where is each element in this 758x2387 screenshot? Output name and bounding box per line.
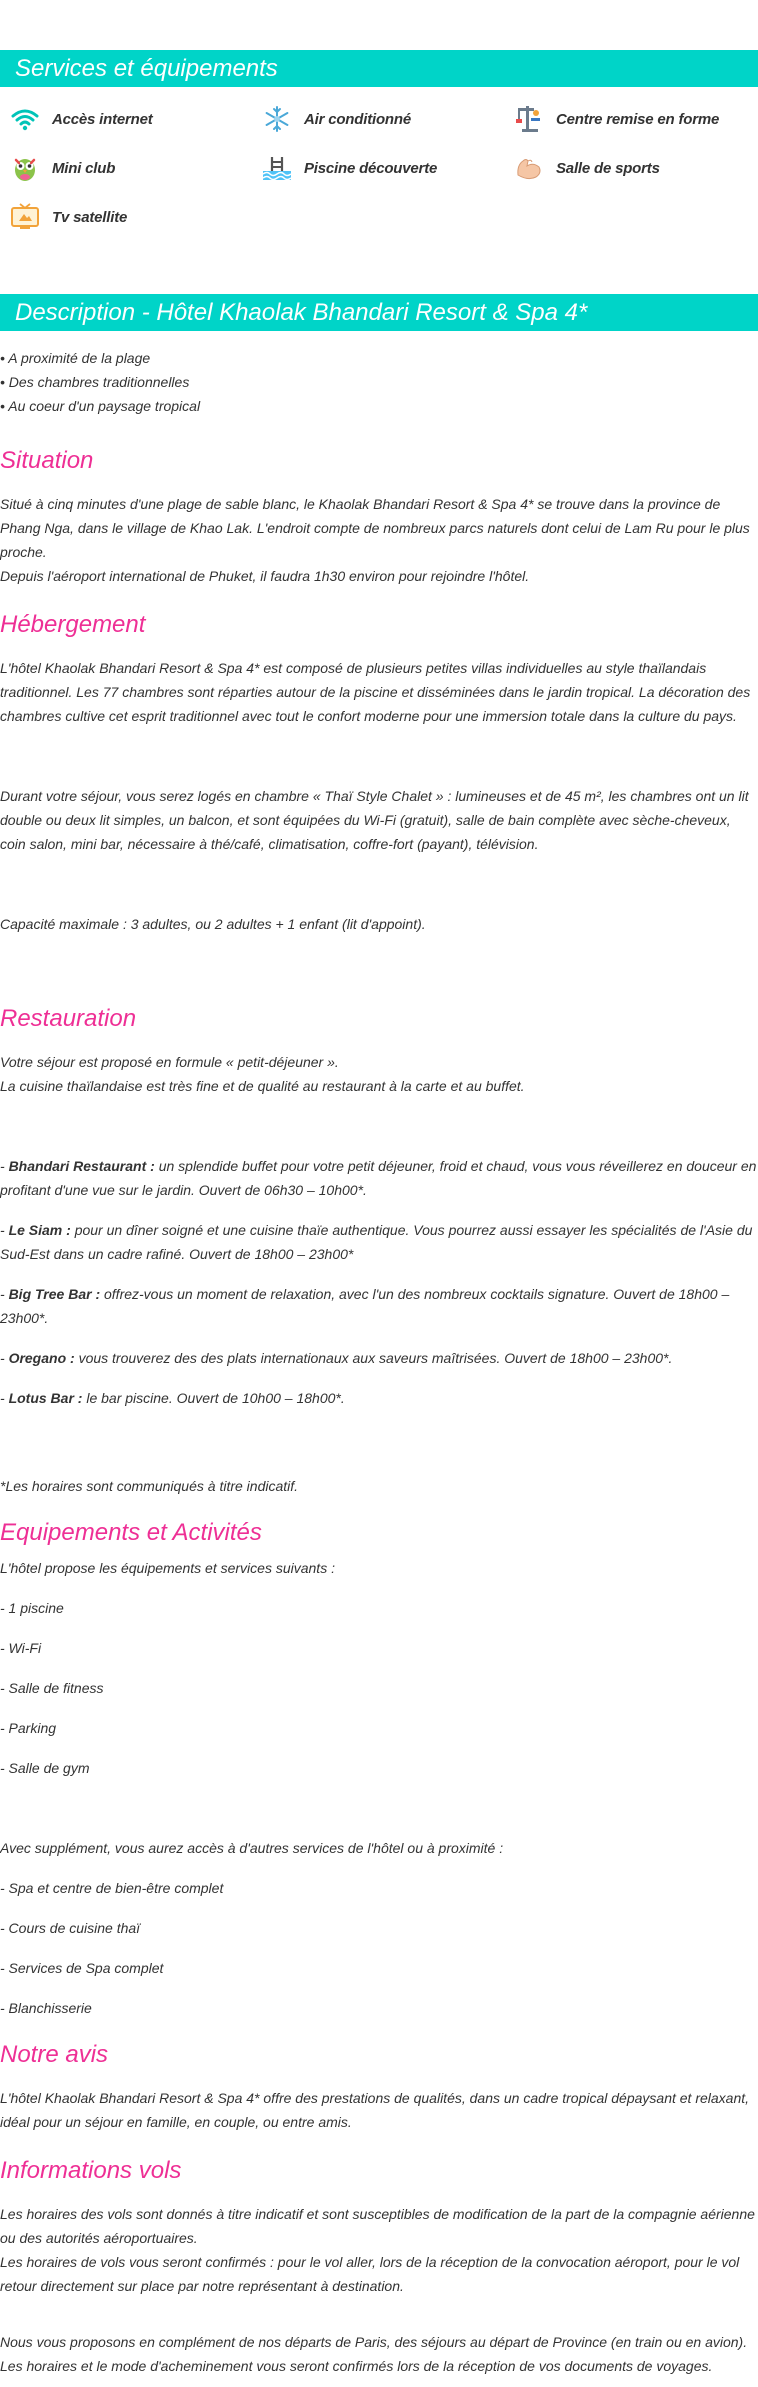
restauration-heading: Restauration <box>0 1005 137 1032</box>
amenity-label: Accès internet <box>52 110 153 128</box>
amenity-label: Piscine découverte <box>304 159 438 177</box>
amenity-internet <box>10 104 153 134</box>
highlight-item: • Au coeur d'un paysage tropical <box>0 398 201 414</box>
situation-paragraph: Depuis l'aéroport international de Phuket, il faudra 1h30 environ pour rejoindre l'hôtel. <box>0 568 530 584</box>
description-title-bar <box>0 294 758 331</box>
restaurant-name: Bhandari Restaurant : <box>8 1158 155 1174</box>
amenity-gym <box>514 153 660 183</box>
vols-paragraph: Nous vous proposons en complément de nos départs de Paris, des séjours au départ de Province (en train ou en avion). <box>0 2334 748 2350</box>
equipment-item: - 1 piscine <box>0 1600 64 1616</box>
wifi-icon <box>10 104 40 134</box>
description-title: Description - Hôtel Khaolak Bhandari Resort & Spa 4* <box>15 299 588 326</box>
equipment-item: - Salle de fitness <box>0 1680 104 1696</box>
avis-heading: Notre avis <box>0 2041 109 2068</box>
fitness-center-icon <box>514 104 544 134</box>
supplement-item: - Spa et centre de bien-être complet <box>0 1880 224 1896</box>
pool-icon <box>262 153 292 183</box>
vols-paragraph: Les horaires et le mode d'acheminement vous seront confirmés lors de la réception de vos documents de voyages. <box>0 2358 713 2374</box>
snowflake-icon <box>262 104 292 134</box>
restauration-paragraph: Votre séjour est proposé en formule « petit-déjeuner ». <box>0 1054 339 1070</box>
restaurant-name: Le Siam : <box>8 1222 71 1238</box>
equipment-item: - Wi-Fi <box>0 1640 42 1656</box>
situation-heading: Situation <box>0 447 94 474</box>
supplement-item: - Services de Spa complet <box>0 1960 164 1976</box>
owl-mascot-icon <box>10 153 40 183</box>
vols-paragraph: Les horaires des vols sont donnés à titre indicatif et sont susceptibles de modification de la part de la compagnie aérienne ou des autorités aéroportuaires. <box>0 2206 755 2246</box>
restaurant-item: - Big Tree Bar : offrez-vous un moment de relaxation, avec l'un des nombreux cocktails signature. Ouvert de 18h00 – 23h00*. <box>0 1286 730 1326</box>
restaurants-list <box>0 1154 758 1410</box>
restaurant-item: - Oregano : vous trouverez des des plats internationaux aux saveurs maîtrisées. Ouvert de 18h00 – 23h00*. <box>0 1350 673 1366</box>
supplement-item: - Cours de cuisine thaï <box>0 1920 141 1936</box>
restaurant-name: Big Tree Bar : <box>8 1286 101 1302</box>
restaurant-name: Lotus Bar : <box>8 1390 83 1406</box>
highlights-list <box>0 346 758 418</box>
restaurant-text: un splendide buffet pour votre petit déjeuner, froid et chaud, vous vous réveillerez en douceur en profitant d'une vue sur le jardin. Ouvert de 06h30 – 10h00*. <box>0 1158 757 1198</box>
amenity-outdoor-pool <box>262 153 437 183</box>
restaurant-name: Oregano : <box>8 1350 75 1366</box>
hebergement-heading: Hébergement <box>0 611 146 638</box>
services-title: Services et équipements <box>15 55 278 82</box>
amenity-label: Air conditionné <box>304 110 411 128</box>
amenity-mini-club <box>10 153 115 183</box>
amenity-label: Mini club <box>52 159 116 177</box>
capacity-text: Capacité maximale : 3 adultes, ou 2 adultes + 1 enfant (lit d'appoint). <box>0 916 426 932</box>
equipment-list <box>0 1596 758 1780</box>
vols-paragraph: Les horaires de vols vous seront confirmés : pour le vol aller, lors de la réception de la convocation aéroport, pour le vol retour directement sur place par notre représentant à destination. <box>0 2254 740 2294</box>
amenity-satellite-tv <box>10 202 127 232</box>
amenity-air-conditioning <box>262 104 411 134</box>
amenity-label: Tv satellite <box>52 208 128 226</box>
avis-paragraph: L'hôtel Khaolak Bhandari Resort & Spa 4* offre des prestations de qualités, dans un cadre tropical dépaysant et relaxant, idéal pour un séjour en famille, en couple, ou entre amis. <box>0 2090 750 2130</box>
restauration-paragraph: La cuisine thaïlandaise est très fine et de qualité au restaurant à la carte et au buffet. <box>0 1078 525 1094</box>
highlight-item: • Des chambres traditionnelles <box>0 374 190 390</box>
restaurant-text: le bar piscine. Ouvert de 10h00 – 18h00*. <box>82 1390 345 1406</box>
supplement-list <box>0 1876 758 2020</box>
hours-note: *Les horaires sont communiqués à titre indicatif. <box>0 1478 299 1494</box>
equipements-heading: Equipements et Activités <box>0 1519 262 1546</box>
highlight-item: • A proximité de la plage <box>0 350 151 366</box>
services-title-bar <box>0 50 758 87</box>
hebergement-paragraph: L'hôtel Khaolak Bhandari Resort & Spa 4* est composé de plusieurs petites villas individuelles au style thaïlandais traditionnel. Les 77 chambres sont réparties autour de la piscine et disséminées dans le jardin tropical. La décoration des chambres cultive cet esprit traditionnel avec tout le confort moderne pour une immersion totale dans la culture du pays. <box>0 660 751 724</box>
restaurant-item: - Bhandari Restaurant : un splendide buffet pour votre petit déjeuner, froid et chaud, vous vous réveillerez en douceur en profitant d'une vue sur le jardin. Ouvert de 06h30 – 10h00*. <box>0 1158 757 1198</box>
restaurant-item: - Lotus Bar : le bar piscine. Ouvert de 10h00 – 18h00*. <box>0 1390 345 1406</box>
supplement-item: - Blanchisserie <box>0 2000 92 2016</box>
vols-heading: Informations vols <box>0 2157 182 2184</box>
supplement-intro: Avec supplément, vous aurez accès à d'autres services de l'hôtel ou à proximité : <box>0 1840 504 1856</box>
restaurant-text: vous trouverez des des plats internationaux aux saveurs maîtrisées. Ouvert de 18h00 – 23h00*. <box>74 1350 673 1366</box>
situation-paragraph: Situé à cinq minutes d'une plage de sable blanc, le Khaolak Bhandari Resort & Spa 4* se trouve dans la province de Phang Nga, dans le village de Khao Lak. L'endroit compte de nombreux parcs naturels dont celui de Lam Ru pour le plus proche. <box>0 496 750 560</box>
amenity-label: Centre remise en forme <box>556 110 720 128</box>
equipment-item: - Salle de gym <box>0 1760 90 1776</box>
restaurant-item: - Le Siam : pour un dîner soigné et une cuisine thaïe authentique. Vous pourrez aussi essayer les spécialités de l'Asie du Sud-Est dans un cadre rafiné. Ouvert de 18h00 – 23h00* <box>0 1222 753 1262</box>
description-content <box>0 346 758 2378</box>
muscle-arm-icon <box>514 153 544 183</box>
equipment-item: - Parking <box>0 1720 57 1736</box>
restaurant-text: offrez-vous un moment de relaxation, avec l'un des nombreux cocktails signature. Ouvert de 18h00 – 23h00*. <box>0 1286 730 1326</box>
amenity-fitness-center <box>514 104 719 134</box>
amenity-label: Salle de sports <box>556 159 660 177</box>
restaurant-text: pour un dîner soigné et une cuisine thaïe authentique. Vous pourrez aussi essayer les spécialités de l'Asie du Sud-Est dans un cadre rafiné. Ouvert de 18h00 – 23h00* <box>0 1222 753 1262</box>
tv-icon <box>10 202 40 232</box>
equipements-intro: L'hôtel propose les équipements et services suivants : <box>0 1560 335 1576</box>
hebergement-paragraph: Durant votre séjour, vous serez logés en chambre « Thaï Style Chalet » : lumineuses et de 45 m², les chambres ont un lit double ou deux lit simples, un balcon, et sont équipées du Wi-Fi (gratuit), salle de bain complète avec sèche-cheveux, coin salon, mini bar, nécessaire à thé/café, climatisation, coffre-fort (payant), télévision. <box>0 788 749 852</box>
